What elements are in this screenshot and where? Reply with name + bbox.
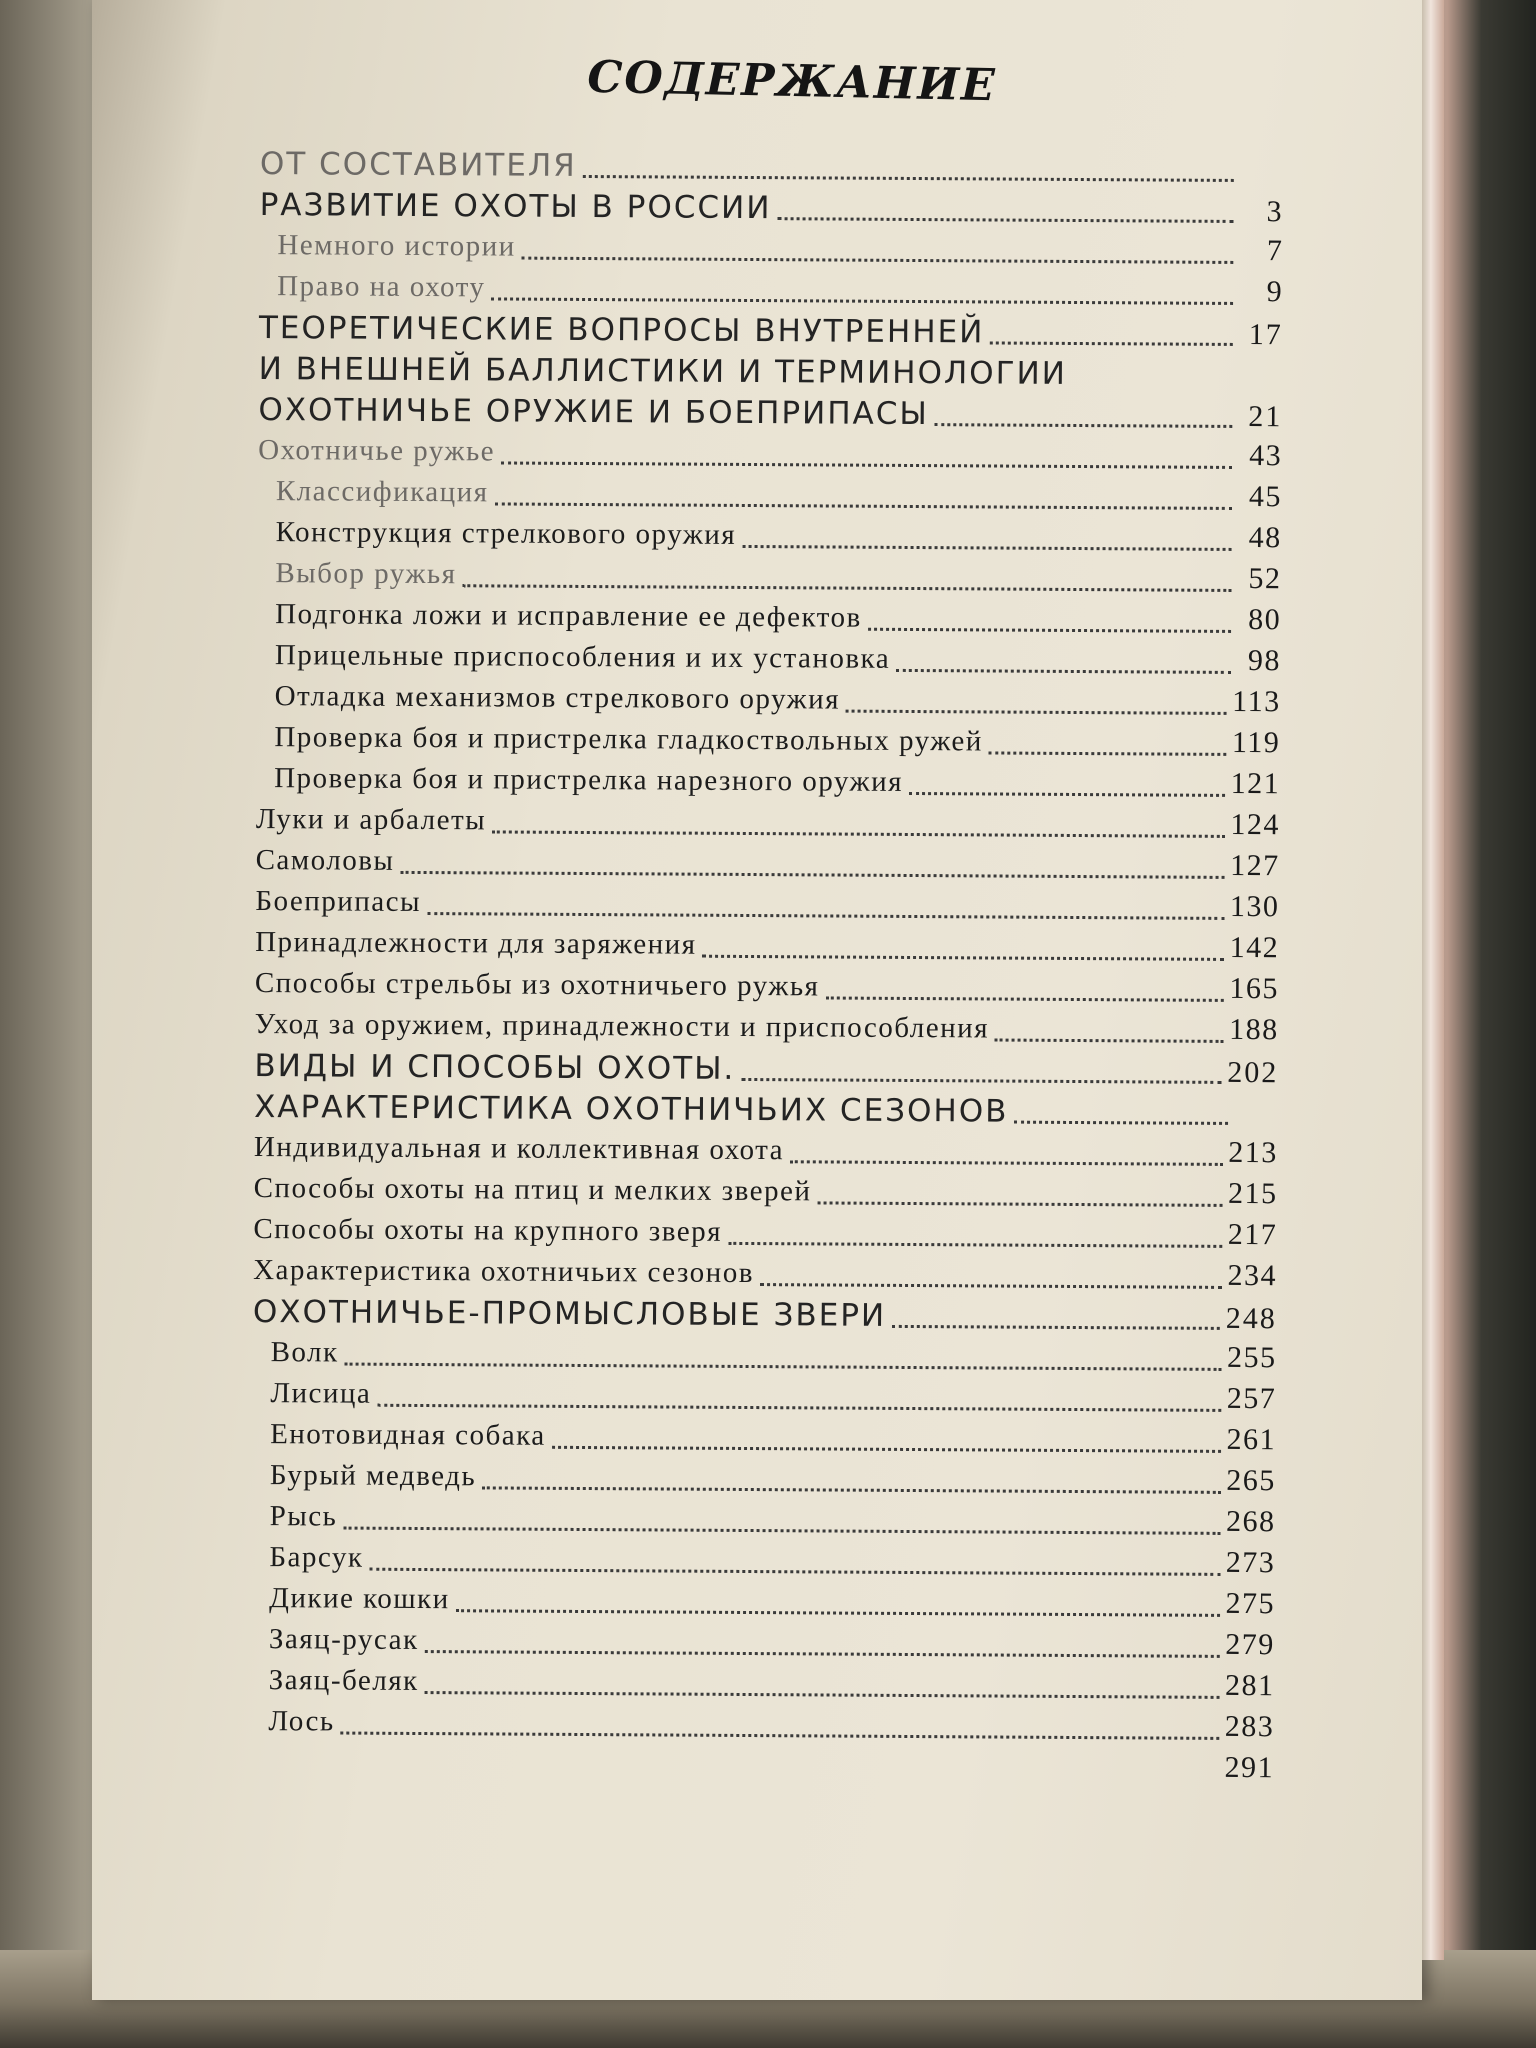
toc-entry-label: ОХОТНИЧЬЕ-ПРОМЫСЛОВЫЕ ЗВЕРИ [252, 1293, 887, 1334]
toc-entry [258, 433, 1282, 480]
toc-entry-page-number: 17 [1248, 318, 1283, 352]
dot-leader [522, 257, 1234, 264]
toc-entry [250, 1704, 1274, 1751]
dot-leader [400, 871, 1224, 879]
toc-entry [256, 761, 1280, 808]
dot-leader [552, 1446, 1221, 1453]
toc-entry-page-number: 261 [1226, 1422, 1277, 1457]
toc-entry [258, 392, 1282, 439]
dot-leader [817, 1201, 1222, 1206]
toc-entry-label: ХАРАКТЕРИСТИКА ОХОТНИЧЬИХ СЕЗОНОВ [254, 1088, 1009, 1130]
toc-entry [256, 802, 1280, 849]
toc-entry-label: Дикие кошки [269, 1582, 450, 1616]
toc-entry-page-number: 165 [1229, 971, 1279, 1006]
toc-entry-label: Способы охоты на крупного зверя [253, 1212, 723, 1248]
toc-entry-label: Луки и арбалеты [255, 802, 487, 837]
dot-leader [825, 996, 1223, 1001]
dot-leader [583, 175, 1234, 182]
dot-leader [990, 341, 1233, 345]
dot-leader [909, 792, 1225, 797]
toc-entry [256, 720, 1280, 767]
toc-entry-label: Право на охоту [277, 270, 486, 304]
dot-leader [425, 1691, 1219, 1699]
toc-entry-label: Характеристика охотничьих сезонов [253, 1253, 755, 1290]
toc-entry-label: Прицельные приспособления и их установка [274, 639, 891, 675]
dot-leader [482, 1486, 1220, 1494]
toc-entry [255, 884, 1279, 931]
dot-leader [741, 1078, 1221, 1084]
dot-leader [790, 1160, 1222, 1166]
toc-entry [250, 1745, 1274, 1792]
toc-entry-page-number: 217 [1227, 1217, 1278, 1252]
toc-entry [251, 1581, 1275, 1628]
toc-entry-label: Боеприпасы [255, 884, 422, 918]
toc-entry-page-number: 119 [1231, 725, 1281, 760]
dot-leader [777, 217, 1233, 223]
toc-entry-page-number: 124 [1230, 807, 1280, 842]
toc-entry-label: Отладка механизмов стрелкового оружия [274, 680, 841, 716]
dot-leader [492, 830, 1224, 837]
toc-entry-label: Охотничье ружье [258, 433, 496, 468]
toc-entry-label: Способы охоты на птиц и мелких зверей [253, 1171, 812, 1208]
dot-leader [456, 1609, 1220, 1617]
toc-entry [257, 638, 1281, 685]
toc-entry-label: Енотовидная собака [270, 1418, 546, 1452]
page-edge [1422, 0, 1444, 1960]
toc-entry-label: И ВНЕШНЕЙ БАЛЛИСТИКИ И ТЕРМИНОЛОГИИ [258, 350, 1068, 392]
toc-entry-page-number: 130 [1229, 889, 1280, 924]
toc-entry-label: Заяц-русак [268, 1623, 419, 1656]
toc-entry [253, 1253, 1277, 1300]
toc-entry-page-number: 255 [1227, 1340, 1277, 1375]
toc-entry [254, 1089, 1278, 1136]
toc-entry [251, 1622, 1275, 1669]
toc-entry-page-number: 268 [1226, 1504, 1276, 1539]
toc-entry-label: ОТ СОСТАВИТЕЛЯ [259, 146, 577, 184]
toc-entry-page-number: 7 [1266, 234, 1284, 268]
dot-leader [989, 751, 1226, 755]
toc-entry [253, 1212, 1277, 1259]
dot-leader [494, 502, 1231, 510]
toc-entry [254, 1130, 1278, 1177]
toc-entry [252, 1335, 1276, 1382]
toc-entry [257, 515, 1281, 562]
toc-entry-label: Подгонка ложи и исправление ее дефектов [275, 598, 862, 634]
toc-entry-label: Проверка боя и пристрелка нарезного оружия [274, 762, 904, 798]
dot-leader [846, 710, 1226, 715]
toc-entry [255, 843, 1279, 890]
toc-entry-label: Уход за оружием, принадлежности и приспособления [254, 1007, 990, 1045]
toc-entry-label: Барсук [269, 1541, 364, 1574]
toc-entry-page-number: 52 [1248, 562, 1282, 596]
toc-entry-page-number: 275 [1225, 1586, 1276, 1621]
toc-entry-label: Самоловы [255, 843, 395, 877]
dot-leader [995, 1039, 1223, 1043]
toc-entry-page-number: 215 [1228, 1176, 1278, 1211]
toc-entry-page-number: 21 [1248, 400, 1283, 434]
toc-entry-label: Немного истории [277, 229, 516, 263]
toc-entry [259, 310, 1283, 357]
toc-entry-page-number: 48 [1248, 521, 1282, 555]
toc-entry-page-number: 80 [1248, 603, 1282, 637]
toc-entry [258, 474, 1282, 521]
dot-leader [341, 1732, 1219, 1740]
toc-entry-page-number: 213 [1228, 1135, 1278, 1170]
toc-entry-label: Индивидуальная и коллективная охота [253, 1130, 785, 1167]
toc-entry-page-number: 43 [1249, 439, 1283, 473]
dot-leader [501, 461, 1232, 468]
toc-entry-page-number: 127 [1230, 848, 1280, 883]
toc-entry [251, 1540, 1275, 1587]
dot-leader [702, 955, 1223, 961]
dot-leader [427, 912, 1224, 920]
toc-entry-label: Принадлежности для заряжения [255, 925, 697, 961]
dot-leader [1073, 384, 1233, 385]
toc-entry-page-number: 98 [1247, 644, 1281, 678]
toc-entry [257, 597, 1281, 644]
toc-entry-page-number: 291 [1224, 1750, 1275, 1785]
toc-entry-label: Конструкция стрелкового оружия [275, 516, 737, 551]
toc-entry-page-number: 113 [1232, 684, 1281, 719]
toc-entry-page-number: 273 [1225, 1545, 1276, 1580]
dot-leader [491, 297, 1233, 305]
toc-entry-page-number: 3 [1266, 195, 1284, 229]
toc-entry-page-number: 188 [1229, 1012, 1279, 1047]
page-title: СОДЕРЖАНИЕ [586, 51, 998, 112]
toc-entry [259, 269, 1283, 316]
dot-leader [343, 1527, 1220, 1535]
table-of-contents [250, 146, 1284, 1792]
dot-leader [462, 584, 1231, 592]
toc-entry-label: РАЗВИТИЕ ОХОТЫ В РОССИИ [259, 186, 772, 227]
dot-leader [760, 1283, 1222, 1289]
toc-entry-label: ВИДЫ И СПОСОБЫ ОХОТЫ. [254, 1047, 736, 1087]
toc-entry-label: Бурый медведь [269, 1459, 477, 1493]
dot-leader [369, 1568, 1219, 1576]
toc-entry-label: Проверка боя и пристрелка гладкоствольных ружей [274, 721, 983, 758]
toc-entry-page-number: 121 [1230, 766, 1281, 801]
toc-entry [255, 966, 1279, 1013]
toc-entry [253, 1294, 1277, 1341]
toc-entry [250, 1663, 1274, 1710]
toc-entry-label: Выбор ружья [275, 557, 457, 591]
dot-leader [425, 1650, 1220, 1658]
toc-entry-page-number: 248 [1225, 1301, 1277, 1336]
toc-entry [251, 1499, 1275, 1546]
toc-entry-label: Лисица [270, 1377, 372, 1410]
toc-entry-page-number: 265 [1226, 1463, 1276, 1498]
dot-leader [896, 669, 1231, 674]
toc-entry-page-number: 283 [1224, 1709, 1275, 1744]
toc-entry [255, 925, 1279, 972]
dot-leader [742, 545, 1231, 551]
toc-entry [256, 679, 1280, 726]
toc-entry-label: ТЕОРЕТИЧЕСКИЕ ВОПРОСЫ ВНУТРЕННЕЙ [258, 309, 985, 351]
toc-entry-page-number: 281 [1225, 1668, 1275, 1703]
toc-entry [252, 1458, 1276, 1505]
dot-leader [1014, 1121, 1228, 1125]
dot-leader [345, 1363, 1221, 1371]
toc-entry-page-number: 279 [1225, 1627, 1275, 1662]
book-page [92, 0, 1422, 2000]
toc-entry [252, 1376, 1276, 1423]
toc-entry-label: Лось [268, 1705, 335, 1738]
toc-entry [252, 1417, 1276, 1464]
toc-entry-label: ОХОТНИЧЬЕ ОРУЖИЕ И БОЕПРИПАСЫ [258, 391, 929, 433]
toc-entry-label: Классификация [275, 475, 489, 509]
toc-entry [259, 187, 1283, 234]
toc-entry-page-number: 9 [1266, 275, 1284, 309]
dot-leader [274, 1774, 1218, 1780]
toc-entry-page-number: 234 [1227, 1258, 1278, 1293]
dot-leader [935, 423, 1233, 428]
toc-entry [260, 146, 1284, 193]
toc-entry [259, 228, 1283, 275]
toc-entry [253, 1171, 1277, 1218]
toc-entry-page-number: 257 [1226, 1381, 1277, 1416]
toc-entry-label: Способы стрельбы из охотничьего ружья [254, 966, 820, 1003]
dot-leader [868, 628, 1231, 633]
dot-leader [892, 1325, 1220, 1330]
dot-leader [377, 1404, 1221, 1412]
toc-entry-label: Рысь [269, 1500, 338, 1533]
toc-entry-page-number: 202 [1227, 1055, 1279, 1090]
toc-entry-label: Заяц-беляк [268, 1664, 419, 1697]
toc-entry [254, 1007, 1278, 1054]
toc-entry-page-number: 45 [1248, 480, 1282, 514]
toc-entry-page-number: 142 [1229, 930, 1280, 965]
dot-leader [728, 1242, 1222, 1248]
toc-entry [257, 556, 1281, 603]
toc-entry [258, 351, 1282, 398]
toc-entry-label: Волк [270, 1336, 339, 1369]
toc-entry [254, 1048, 1278, 1095]
